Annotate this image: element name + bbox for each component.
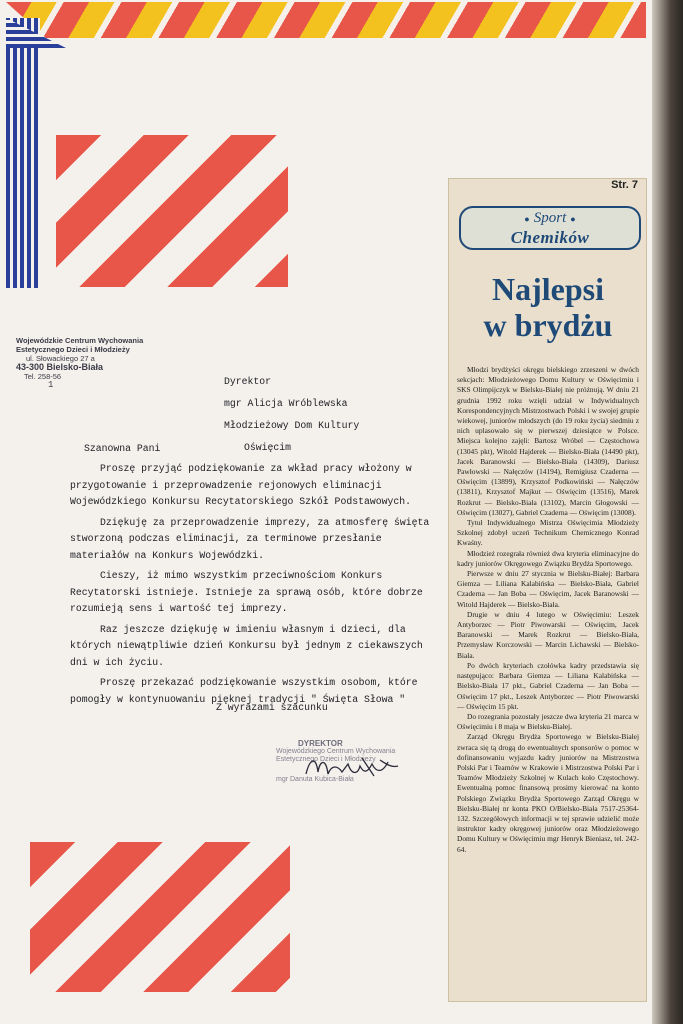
decorative-stripes-bottom bbox=[30, 842, 290, 992]
letter-body bbox=[70, 461, 442, 712]
article-paragraph: Drugie w dniu 4 lutego w Oświęcimiu: Leszek Antyborzec — Piotr Piwowarski — Oświęcim, Jacek Baranowski — Marek Rozkrut — Bielsko-Biała, Przemysław Korczowski — Marcin Lichawski — Bielsko-Biała. bbox=[457, 609, 639, 660]
article-headline bbox=[455, 271, 641, 343]
handwritten-signature bbox=[302, 750, 402, 784]
column-sport-title bbox=[461, 210, 639, 227]
sender-stamp-line3: ul. Słowackiego 27 a bbox=[26, 354, 95, 363]
signature-block bbox=[276, 740, 426, 800]
sender-stamp-line4: 43-300 Bielsko-Biała bbox=[16, 362, 104, 372]
newspaper-clipping bbox=[448, 178, 647, 1002]
article-paragraph: Tytuł Indywidualnego Mistrza Oświęcimia Młodzieży Szkolnej zdobył uczeń Technikum Chemicznego Konrad Kwaśny. bbox=[457, 518, 639, 548]
article-body bbox=[457, 365, 639, 855]
recipient-address bbox=[224, 371, 359, 459]
sender-reference: 1 bbox=[48, 380, 54, 390]
clipping-page-number: Str. 7 bbox=[611, 179, 638, 191]
dot-icon: ● bbox=[570, 213, 576, 224]
article-paragraph: Młodzi brydżyści okręgu bielskiego zrzeszeni w dwóch sekcjach: Młodzieżowego Domu Kultury w Oświęcimiu i SKS Olimpijczyk w Bielsku-Białej nie próżnują. W dniu 21 grudnia 1992 roku wzięli udział w Indywidualnych Korespondencyjnych Mistrzostwach Polski i w swojej grupie wiekowej, juniorów młodszych (do 19 roku życia) siedmiu z nich uplasowało się w pierwszej dziesiątce w Polsce. Miejsca kolejno zajęli: Bartosz Wróbel — Częstochowa (13045 pkt), Witold Hajderek — Bielsko-Biała (14490 pkt), Jacek Baranowski — Bielsko-Biała (14309), Dariusz Pawłowski — Nałęczów (14194), Remigiusz Czaderna — Oświęcim (13899), Krzysztof Podkowiński — Nałęczów (13811), Krzysztof Majkut — Oświęcim (13516), Marek Rozkrut — Bielsko-Biała (13102), Marcin Głogowski — Oświęcim (13027), Gabriel Czaderna — Oświęcim (13008). bbox=[457, 365, 639, 517]
headline-line1: Najlepsi bbox=[492, 271, 604, 307]
signature-stamp-line2: Estetycznego Dzieci i Młodzieży bbox=[276, 756, 376, 763]
sender-stamp-line1: Wojewódzkie Centrum Wychowania bbox=[16, 336, 144, 345]
letter-salutation: Szanowna Pani bbox=[84, 443, 161, 454]
signature-stamp-title: DYREKTOR bbox=[298, 739, 343, 748]
column-sport-label: Sport bbox=[533, 210, 567, 226]
article-paragraph: Po dwóch kryteriach czołówka kadry przedstawia się następująco: Barbara Giemza — Liliana Kalabińska — Bielsko-Biała 17 pkt., Gabriel Czaderna — Jan Boba — Oświęcim 17 pkt., Leszek Antyborzec — Piotr Piwowarski — Oświęcim 15 pkt. bbox=[457, 660, 639, 711]
letter-paragraph: Cieszy, iż mimo wszystkim przeciwnościom Konkurs Recytatorski istnieje. Istnieje za sprawą osób, które dobrze rozumieją sens i wartość tej imprezy. bbox=[70, 570, 423, 614]
decorative-blue-band bbox=[6, 18, 40, 288]
letter-closing: Z wyrazami szacunku bbox=[216, 702, 328, 713]
signature-stamp-line1: Wojewódzkiego Centrum Wychowania bbox=[276, 748, 396, 755]
article-paragraph: Zarząd Okręgu Brydża Sportowego w Bielsku-Białej zwraca się tą drogą do ewentualnych sponsorów o pomoc w dofinansowaniu wyjazdu kadry juniorów na Mistrzostwa Polski Par i Teamów w Krakowie i Mistrzostwa Polski Par i Teamów Młodzieży Szkolnej w Kulach koło Częstochowy. Ewentualną pomoc finansową prosimy kierować na konto Polskiego Związku Brydża Sportowego Zarząd Okręgu w Bielsku-Białej nr konta PKO O/Bielsko-Biała 7517-25364-132. Szczegółowych informacji w tej sprawie udzielić może instruktor kadry okręgowej juniorów oraz Młodzieżowego Domu Kultury w Oświęcimiu mgr Henryk Bieniasz, tel. 242-64. bbox=[457, 732, 639, 854]
sender-stamp bbox=[16, 336, 146, 390]
decorative-stripes-top bbox=[56, 135, 288, 287]
column-header bbox=[459, 206, 641, 250]
letter-paragraph: Raz jeszcze dziękuję w imieniu własnym i dzieci, dla których niewątpliwie dzień Konkursu był jednym z ciekawszych dni w ich życiu. bbox=[70, 623, 423, 668]
letter-paragraph: Proszę przekazać podziękowanie wszystkim osobom, które pomogły w kontynuowaniu pięknej tradycji " Święta Słowa " bbox=[70, 677, 418, 705]
article-paragraph: Młodzież rozegrała również dwa kryteria eliminacyjne do kadry juniorów Okręgowego Związku Brydża Sportowego. bbox=[457, 548, 639, 568]
letter-paragraph: Proszę przyjąć podziękowanie za wkład pracy włożony w przygotowanie i przeprowadzenie rejonowych eliminacji Wojewódzkiego Konkursu Recytatorskiego Szkół Podstawowych. bbox=[70, 463, 412, 507]
decorative-top-ribbon bbox=[6, 2, 646, 38]
column-name: Chemików bbox=[510, 228, 590, 247]
dot-icon: ● bbox=[524, 213, 530, 224]
recipient-line2: mgr Alicja Wróblewska bbox=[224, 398, 348, 409]
article-paragraph: Do rozegrania pozostały jeszcze dwa kryteria 21 marca w Oświęcimiu i 8 maja w Bielsku-Białej. bbox=[457, 711, 639, 732]
recipient-line3: Młodzieżowy Dom Kultury bbox=[224, 420, 360, 431]
signature-stamp-name: mgr Danuta Kubica-Biała bbox=[276, 776, 354, 783]
article-paragraph: Pierwsze w dniu 27 stycznia w Bielsku-Białej: Barbara Giemza — Liliana Kalabińska — Bielsko-Biała, Gabriel Czaderna — Jan Boba — Oświęcim, Jacek Baranowski — Witold Hajderek — Bielsko-Biała. bbox=[457, 569, 639, 609]
sender-stamp-line2: Estetycznego Dzieci i Młodzieży bbox=[16, 345, 130, 354]
letter-paragraph: Dziękuję za przeprowadzenie imprezy, za atmosferę święta stworzoną podczas eliminacji, za terminowe przesłanie materiałów na Konkurs Wojewódzki. bbox=[70, 516, 430, 561]
sender-stamp-line5: Tel. 258-56 bbox=[24, 372, 62, 381]
headline-line2: w brydżu bbox=[483, 307, 613, 343]
recipient-line4: Oświęcim bbox=[244, 442, 292, 453]
recipient-line1: Dyrektor bbox=[224, 376, 272, 387]
album-spine bbox=[652, 0, 683, 1024]
